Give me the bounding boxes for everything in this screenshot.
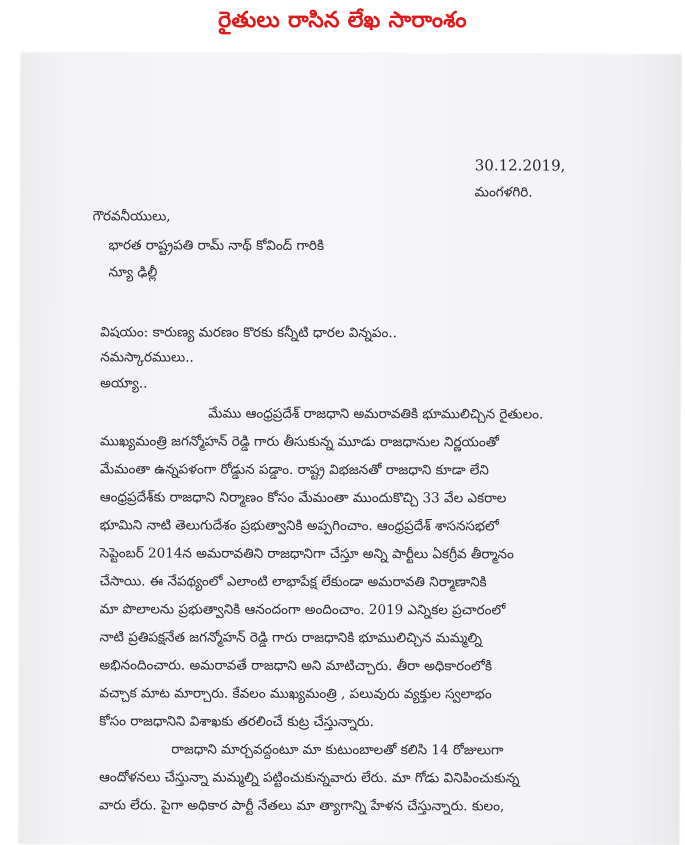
header-banner (0, 0, 685, 46)
letter-recipient: భారత రాష్ట్రపతి రామ్ నాథ్ కోవింద్ గారికి (108, 237, 325, 254)
body-line: వచ్చాక మాట మార్చారు. కేవలం ముఖ్యమంత్రి , పలువురు వ్యక్తుల స్వలాభం (99, 685, 492, 703)
body-line: మేమంతా ఉన్నపళంగా రోడ్డున పడ్డాం. రాష్ట్ర విభజనతో రాజధాని కూడా లేని (99, 461, 489, 479)
body-line: వారు లేరు. పైగా అధికార పార్టీ నేతలు మా త్యాగాన్ని హేళన చేస్తున్నారు. కులం, (99, 797, 505, 815)
body-line: అభినందించారు. అమరావతే రాజధాని అని మాటిచ్చారు. తీరా అధికారంలోకి (99, 657, 493, 675)
body-line: మా పొలాలను ప్రభుత్వానికి ఆనందంగా అందించాం. 2019 ఎన్నికల ప్రచారంలో (99, 601, 506, 619)
banner-title: రైతులు రాసిన లేఖ సారాంశం (218, 8, 467, 33)
letter-greeting: నమస్కారములు.. (100, 349, 194, 366)
letter-paragraph-1 (99, 405, 668, 731)
letter-content (19, 53, 681, 845)
letter-salutation: గౌరవనీయులు, (92, 208, 171, 225)
letter-date: 30.12.2019, (474, 156, 566, 175)
letter-paragraph-2 (99, 741, 667, 815)
body-line: చేసాయి. ఈ నేపథ్యంలో ఎలాంటి లాభాపేక్ష లేకుండా అమరావతి నిర్మాణానికి (99, 573, 487, 591)
body-line: సెప్టెంబర్ 2014న అమరావతిని రాజధానిగా చేస్తూ అన్ని పార్టీలు ఏకగ్రీవ తీర్మానం (99, 545, 514, 563)
body-line: ముఖ్యమంత్రి జగన్మోహన్ రెడ్డి గారు తీసుకున్న మూడు రాజధానుల నిర్ణయంతో (99, 433, 499, 451)
letter-address-sir: అయ్యా.. (100, 375, 148, 392)
body-line: ఆందోళనలు చేస్తున్నా మమ్మల్ని పట్టించుకున్నవారు లేరు. మా గోడు వినిపించుకున్న (99, 769, 520, 787)
body-line: నాటి ప్రతిపక్షనేత జగన్మోహన్ రెడ్డి గారు రాజధానికి భూములిచ్చిన మమ్మల్ని (99, 629, 482, 647)
body-line: కోసం రాజధానిని విశాఖకు తరలించే కుట్ర చేస్తున్నారు. (99, 713, 374, 731)
letter-subject: విషయం: కారుణ్య మరణం కొరకు కన్నీటి ధారల విన్నపం.. (100, 324, 397, 342)
letter-place: మంగళగిరి. (474, 184, 533, 201)
body-line: భూమిని నాటి తెలుగుదేశం ప్రభుత్వానికి అప్పగించాం. ఆంధ్రప్రదేశ్ శాసనసభలో (99, 517, 499, 535)
letter-paper (19, 53, 681, 845)
body-line: మేము ఆంధ్రప్రదేశ్ రాజధాని అమరావతికి భూములిచ్చిన రైతులం. (208, 405, 544, 423)
letter-recipient-city: న్యూ ఢిల్లీ (108, 264, 158, 281)
body-line: ఆంధ్రప్రదేశ్‌కు రాజధాని నిర్మాణం కోసం మేమంతా ముందుకొచ్చి 33 వేల ఎకరాల (99, 489, 507, 507)
body-line: రాజధాని మార్చవద్దంటూ మా కుటుంబాలతో కలిసి 14 రోజులుగా (171, 741, 504, 759)
